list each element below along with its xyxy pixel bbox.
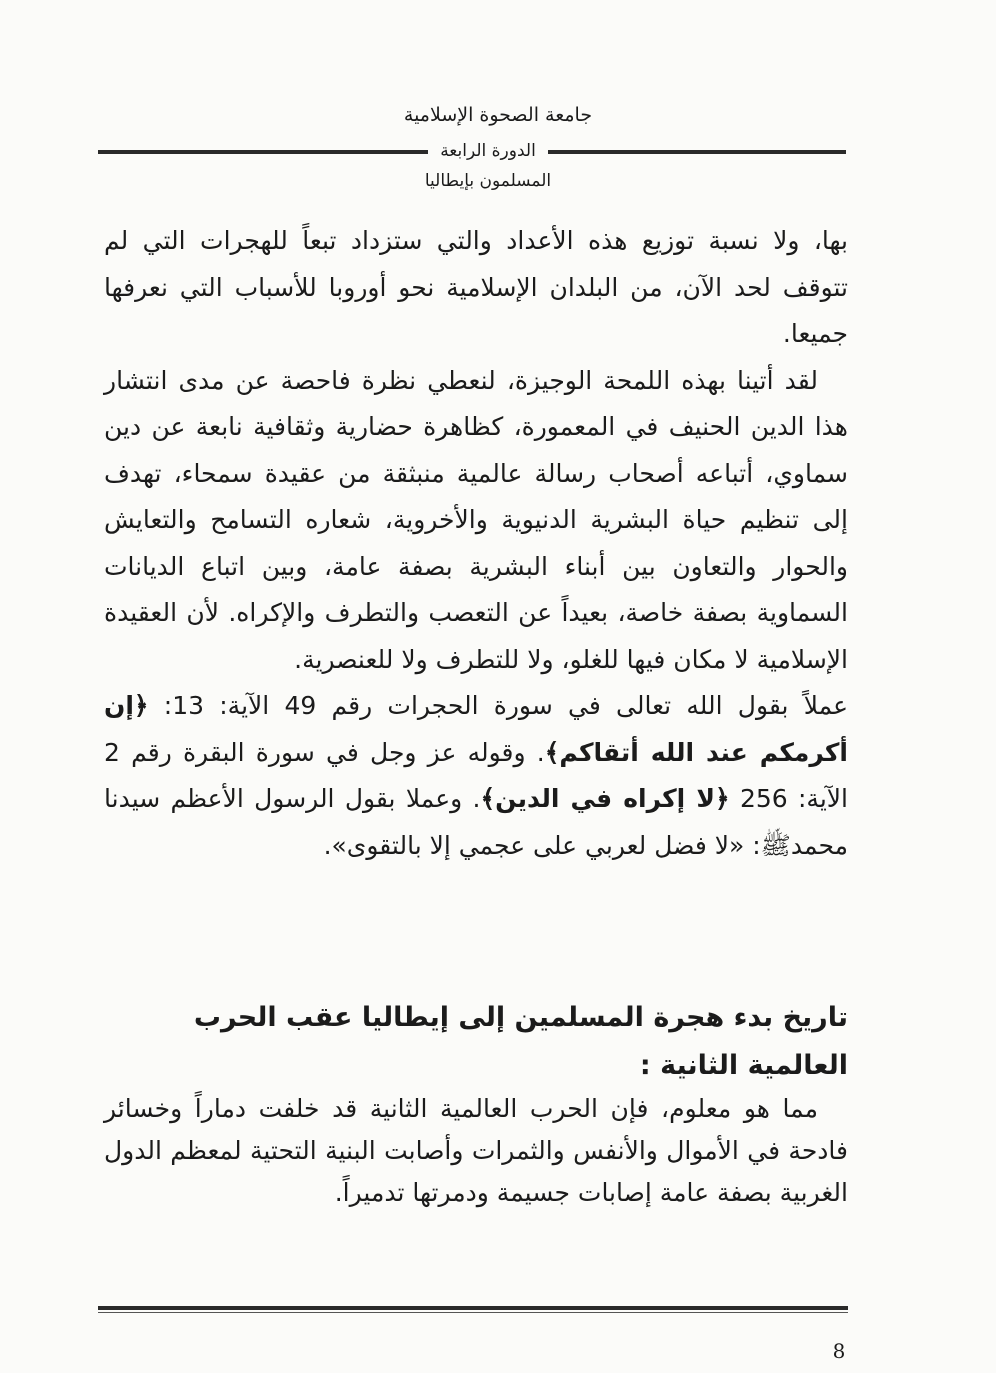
body-text [104, 218, 848, 869]
header-rule-left [98, 150, 428, 154]
section-body [104, 1088, 848, 1214]
footer-rule [98, 1306, 848, 1310]
footer-rule-thin [98, 1312, 848, 1313]
paragraph-3 [104, 683, 848, 869]
paragraph-2: لقد أتينا بهذه اللمحة الوجيزة، لنعطي نظرة فاحصة عن مدى انتشار هذا الدين الحنيف في المعمورة، كظاهرة حضارية وثقافية نابعة عن دين سماوي، أتباعه أصحاب رسالة عالمية منبثقة من عقيدة سمحاء، تهدف إلى تنظيم حياة البشرية الدنيوية والأخروية، شعاره التسامح والتعايش والحوار والتعاون بين أبناء البشرية بصفة عامة، وبين اتباع الديانات السماوية بصفة خاصة، بعيداً عن التعصب والتطرف والإكراه. لأن العقيدة الإسلامية لا مكان فيها للغلو، ولا للتطرف ولا للعنصرية. [104, 365, 848, 674]
header-session: الدورة الرابعة [440, 141, 536, 161]
paragraph-1: بها، ولا نسبة توزيع هذه الأعداد والتي ستزداد تبعاً للهجرات التي لم تتوقف لحد الآن، من البلدان الإسلامية نحو أوروبا للأسباب التي نعرفها جميعا. [104, 226, 848, 348]
page-number: 8 [832, 1339, 846, 1363]
section-paragraph-1: مما هو معلوم، فإن الحرب العالمية الثانية قد خلفت دماراً وخسائر فادحة في الأموال والأنفس والثمرات وأصابت البنية التحتية لمعظم الدول الغربية بصفة عامة إصابات جسيمة ودمرتها تدميراً. [104, 1094, 848, 1207]
quran-quote-1: ﴿إن أكرمكم عند الله أتقاكم﴾ [104, 691, 849, 767]
paragraph-3-part-b: . وقوله عز وجل في سورة البقرة رقم 2 الآية: 256 [104, 737, 848, 813]
paragraph-3-part-a: عملاً بقول الله تعالى في سورة الحجرات رقم 49 الآية: 13: [148, 691, 848, 720]
paragraph-3-part-c: . وعملا بقول الرسول الأعظم سيدنا محمدﷺ: «لا فضل لعربي على عجمي إلا بالتقوى». [104, 784, 848, 860]
header-topic: المسلمون بإيطاليا [424, 171, 552, 191]
section-heading: تاريخ بدء هجرة المسلمين إلى إيطاليا عقب الحرب العالمية الثانية : [193, 1002, 848, 1081]
header-rule-right [548, 150, 846, 154]
header-university-title: جامعة الصحوة الإسلامية [403, 104, 593, 126]
quran-quote-2: ﴿لا إكراه في الدين﴾ [480, 784, 730, 813]
